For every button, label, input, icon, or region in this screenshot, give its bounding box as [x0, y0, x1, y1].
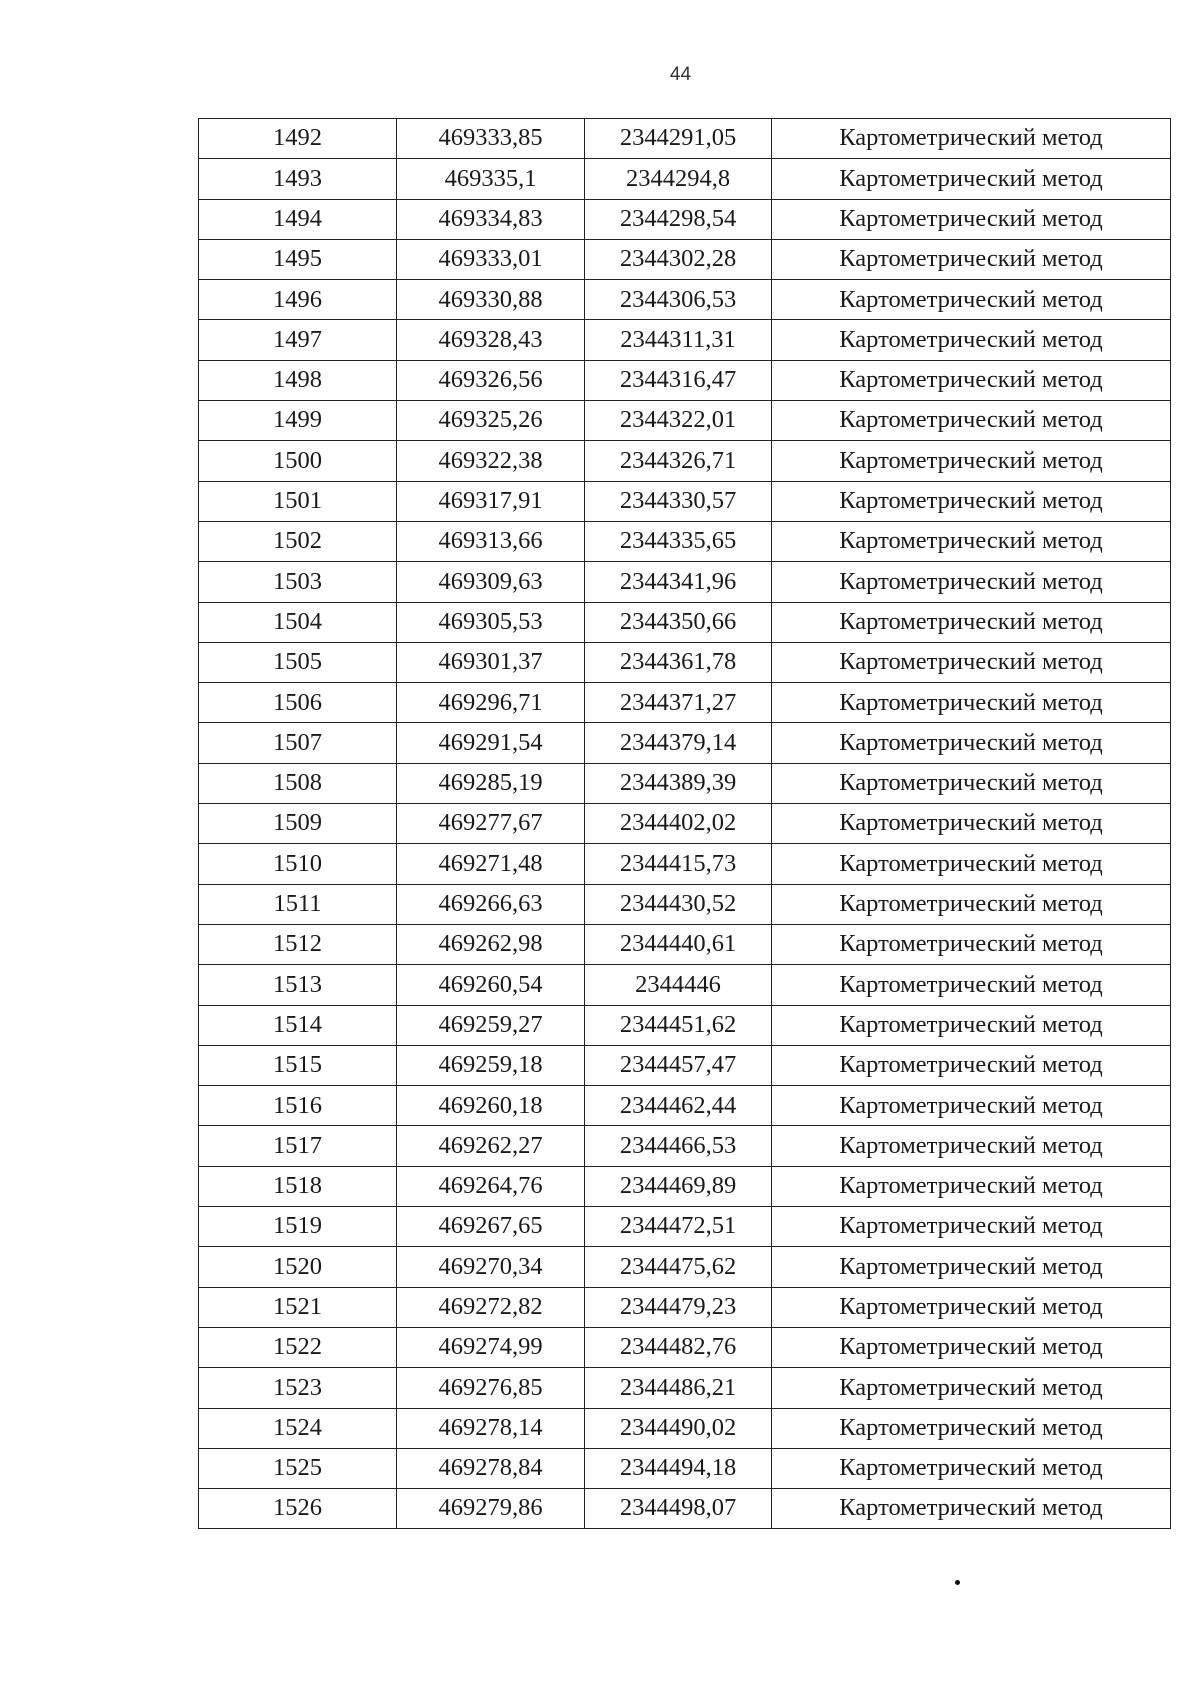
y-coordinate-cell: 2344389,39	[585, 763, 772, 803]
method-cell: Картометрический метод	[772, 481, 1171, 521]
y-coordinate-cell: 2344330,57	[585, 481, 772, 521]
table-row	[199, 924, 1171, 964]
method-cell: Картометрический метод	[772, 844, 1171, 884]
table-row	[199, 1166, 1171, 1206]
x-coordinate-cell: 469335,1	[397, 159, 585, 199]
table-row	[199, 320, 1171, 360]
point-number-cell: 1522	[199, 1327, 397, 1367]
table-row	[199, 1327, 1171, 1367]
point-number-cell: 1516	[199, 1086, 397, 1126]
table-row	[199, 1287, 1171, 1327]
table-row	[199, 1408, 1171, 1448]
y-coordinate-cell: 2344322,01	[585, 401, 772, 441]
y-coordinate-cell: 2344298,54	[585, 199, 772, 239]
method-cell: Картометрический метод	[772, 401, 1171, 441]
method-cell: Картометрический метод	[772, 1005, 1171, 1045]
x-coordinate-cell: 469276,85	[397, 1368, 585, 1408]
table-row	[199, 521, 1171, 561]
table-row	[199, 401, 1171, 441]
x-coordinate-cell: 469333,85	[397, 119, 585, 159]
point-number-cell: 1507	[199, 723, 397, 763]
method-cell: Картометрический метод	[772, 239, 1171, 279]
table-row	[199, 199, 1171, 239]
point-number-cell: 1494	[199, 199, 397, 239]
method-cell: Картометрический метод	[772, 1368, 1171, 1408]
y-coordinate-cell: 2344490,02	[585, 1408, 772, 1448]
dot-mark	[955, 1580, 960, 1585]
y-coordinate-cell: 2344462,44	[585, 1086, 772, 1126]
x-coordinate-cell: 469322,38	[397, 441, 585, 481]
table-row	[199, 1207, 1171, 1247]
y-coordinate-cell: 2344440,61	[585, 924, 772, 964]
table-row	[199, 642, 1171, 682]
table-row	[199, 1368, 1171, 1408]
point-number-cell: 1499	[199, 401, 397, 441]
point-number-cell: 1521	[199, 1287, 397, 1327]
point-number-cell: 1495	[199, 239, 397, 279]
y-coordinate-cell: 2344335,65	[585, 521, 772, 561]
table-row	[199, 1086, 1171, 1126]
method-cell: Картометрический метод	[772, 320, 1171, 360]
y-coordinate-cell: 2344430,52	[585, 884, 772, 924]
table-row	[199, 1448, 1171, 1488]
table-row	[199, 763, 1171, 803]
x-coordinate-cell: 469259,18	[397, 1045, 585, 1085]
y-coordinate-cell: 2344350,66	[585, 602, 772, 642]
y-coordinate-cell: 2344472,51	[585, 1207, 772, 1247]
y-coordinate-cell: 2344479,23	[585, 1287, 772, 1327]
y-coordinate-cell: 2344457,47	[585, 1045, 772, 1085]
table-row	[199, 481, 1171, 521]
x-coordinate-cell: 469279,86	[397, 1489, 585, 1529]
point-number-cell: 1504	[199, 602, 397, 642]
point-number-cell: 1508	[199, 763, 397, 803]
y-coordinate-cell: 2344302,28	[585, 239, 772, 279]
method-cell: Картометрический метод	[772, 1126, 1171, 1166]
point-number-cell: 1510	[199, 844, 397, 884]
method-cell: Картометрический метод	[772, 562, 1171, 602]
page-number: 44	[669, 64, 692, 85]
point-number-cell: 1511	[199, 884, 397, 924]
y-coordinate-cell: 2344446	[585, 965, 772, 1005]
y-coordinate-cell: 2344379,14	[585, 723, 772, 763]
method-cell: Картометрический метод	[772, 1327, 1171, 1367]
y-coordinate-cell: 2344361,78	[585, 642, 772, 682]
x-coordinate-cell: 469260,18	[397, 1086, 585, 1126]
method-cell: Картометрический метод	[772, 441, 1171, 481]
table-row	[199, 844, 1171, 884]
point-number-cell: 1514	[199, 1005, 397, 1045]
table-row	[199, 1126, 1171, 1166]
point-number-cell: 1496	[199, 280, 397, 320]
table-row	[199, 360, 1171, 400]
method-cell: Картометрический метод	[772, 280, 1171, 320]
point-number-cell: 1500	[199, 441, 397, 481]
point-number-cell: 1502	[199, 521, 397, 561]
table-row	[199, 602, 1171, 642]
x-coordinate-cell: 469285,19	[397, 763, 585, 803]
y-coordinate-cell: 2344451,62	[585, 1005, 772, 1045]
point-number-cell: 1509	[199, 804, 397, 844]
y-coordinate-cell: 2344494,18	[585, 1448, 772, 1488]
point-number-cell: 1513	[199, 965, 397, 1005]
y-coordinate-cell: 2344291,05	[585, 119, 772, 159]
table-row	[199, 1045, 1171, 1085]
method-cell: Картометрический метод	[772, 683, 1171, 723]
point-number-cell: 1506	[199, 683, 397, 723]
method-cell: Картометрический метод	[772, 642, 1171, 682]
x-coordinate-cell: 469305,53	[397, 602, 585, 642]
point-number-cell: 1505	[199, 642, 397, 682]
point-number-cell: 1519	[199, 1207, 397, 1247]
y-coordinate-cell: 2344486,21	[585, 1368, 772, 1408]
y-coordinate-cell: 2344294,8	[585, 159, 772, 199]
point-number-cell: 1493	[199, 159, 397, 199]
method-cell: Картометрический метод	[772, 1045, 1171, 1085]
table-row	[199, 683, 1171, 723]
method-cell: Картометрический метод	[772, 119, 1171, 159]
x-coordinate-cell: 469270,34	[397, 1247, 585, 1287]
method-cell: Картометрический метод	[772, 1489, 1171, 1529]
x-coordinate-cell: 469266,63	[397, 884, 585, 924]
table-row	[199, 884, 1171, 924]
x-coordinate-cell: 469333,01	[397, 239, 585, 279]
point-number-cell: 1518	[199, 1166, 397, 1206]
table-row	[199, 441, 1171, 481]
y-coordinate-cell: 2344415,73	[585, 844, 772, 884]
point-number-cell: 1520	[199, 1247, 397, 1287]
coordinates-table	[198, 118, 1171, 1529]
method-cell: Картометрический метод	[772, 763, 1171, 803]
method-cell: Картометрический метод	[772, 159, 1171, 199]
table-row	[199, 562, 1171, 602]
table-row	[199, 159, 1171, 199]
table-row	[199, 280, 1171, 320]
point-number-cell: 1515	[199, 1045, 397, 1085]
y-coordinate-cell: 2344402,02	[585, 804, 772, 844]
point-number-cell: 1523	[199, 1368, 397, 1408]
x-coordinate-cell: 469326,56	[397, 360, 585, 400]
table-row	[199, 1247, 1171, 1287]
x-coordinate-cell: 469272,82	[397, 1287, 585, 1327]
method-cell: Картометрический метод	[772, 360, 1171, 400]
table-row	[199, 723, 1171, 763]
method-cell: Картометрический метод	[772, 1166, 1171, 1206]
coordinates-table-body	[199, 119, 1171, 1529]
x-coordinate-cell: 469317,91	[397, 481, 585, 521]
y-coordinate-cell: 2344371,27	[585, 683, 772, 723]
point-number-cell: 1501	[199, 481, 397, 521]
table-row	[199, 804, 1171, 844]
x-coordinate-cell: 469328,43	[397, 320, 585, 360]
method-cell: Картометрический метод	[772, 1247, 1171, 1287]
x-coordinate-cell: 469274,99	[397, 1327, 585, 1367]
point-number-cell: 1497	[199, 320, 397, 360]
table-row	[199, 1005, 1171, 1045]
method-cell: Картометрический метод	[772, 1408, 1171, 1448]
x-coordinate-cell: 469262,98	[397, 924, 585, 964]
method-cell: Картометрический метод	[772, 199, 1171, 239]
x-coordinate-cell: 469277,67	[397, 804, 585, 844]
table-row	[199, 119, 1171, 159]
method-cell: Картометрический метод	[772, 602, 1171, 642]
point-number-cell: 1517	[199, 1126, 397, 1166]
point-number-cell: 1512	[199, 924, 397, 964]
y-coordinate-cell: 2344306,53	[585, 280, 772, 320]
x-coordinate-cell: 469264,76	[397, 1166, 585, 1206]
table-row	[199, 239, 1171, 279]
x-coordinate-cell: 469259,27	[397, 1005, 585, 1045]
x-coordinate-cell: 469291,54	[397, 723, 585, 763]
y-coordinate-cell: 2344341,96	[585, 562, 772, 602]
y-coordinate-cell: 2344316,47	[585, 360, 772, 400]
method-cell: Картометрический метод	[772, 884, 1171, 924]
x-coordinate-cell: 469313,66	[397, 521, 585, 561]
point-number-cell: 1524	[199, 1408, 397, 1448]
x-coordinate-cell: 469267,65	[397, 1207, 585, 1247]
y-coordinate-cell: 2344469,89	[585, 1166, 772, 1206]
point-number-cell: 1526	[199, 1489, 397, 1529]
method-cell: Картометрический метод	[772, 965, 1171, 1005]
x-coordinate-cell: 469296,71	[397, 683, 585, 723]
method-cell: Картометрический метод	[772, 1086, 1171, 1126]
x-coordinate-cell: 469325,26	[397, 401, 585, 441]
method-cell: Картометрический метод	[772, 1448, 1171, 1488]
table-row	[199, 965, 1171, 1005]
x-coordinate-cell: 469334,83	[397, 199, 585, 239]
y-coordinate-cell: 2344326,71	[585, 441, 772, 481]
table-row	[199, 1489, 1171, 1529]
point-number-cell: 1525	[199, 1448, 397, 1488]
method-cell: Картометрический метод	[772, 804, 1171, 844]
x-coordinate-cell: 469301,37	[397, 642, 585, 682]
y-coordinate-cell: 2344482,76	[585, 1327, 772, 1367]
x-coordinate-cell: 469309,63	[397, 562, 585, 602]
point-number-cell: 1498	[199, 360, 397, 400]
x-coordinate-cell: 469271,48	[397, 844, 585, 884]
x-coordinate-cell: 469262,27	[397, 1126, 585, 1166]
x-coordinate-cell: 469278,14	[397, 1408, 585, 1448]
method-cell: Картометрический метод	[772, 924, 1171, 964]
x-coordinate-cell: 469260,54	[397, 965, 585, 1005]
method-cell: Картометрический метод	[772, 723, 1171, 763]
point-number-cell: 1492	[199, 119, 397, 159]
x-coordinate-cell: 469278,84	[397, 1448, 585, 1488]
y-coordinate-cell: 2344311,31	[585, 320, 772, 360]
method-cell: Картометрический метод	[772, 521, 1171, 561]
y-coordinate-cell: 2344498,07	[585, 1489, 772, 1529]
x-coordinate-cell: 469330,88	[397, 280, 585, 320]
point-number-cell: 1503	[199, 562, 397, 602]
y-coordinate-cell: 2344466,53	[585, 1126, 772, 1166]
y-coordinate-cell: 2344475,62	[585, 1247, 772, 1287]
method-cell: Картометрический метод	[772, 1287, 1171, 1327]
method-cell: Картометрический метод	[772, 1207, 1171, 1247]
